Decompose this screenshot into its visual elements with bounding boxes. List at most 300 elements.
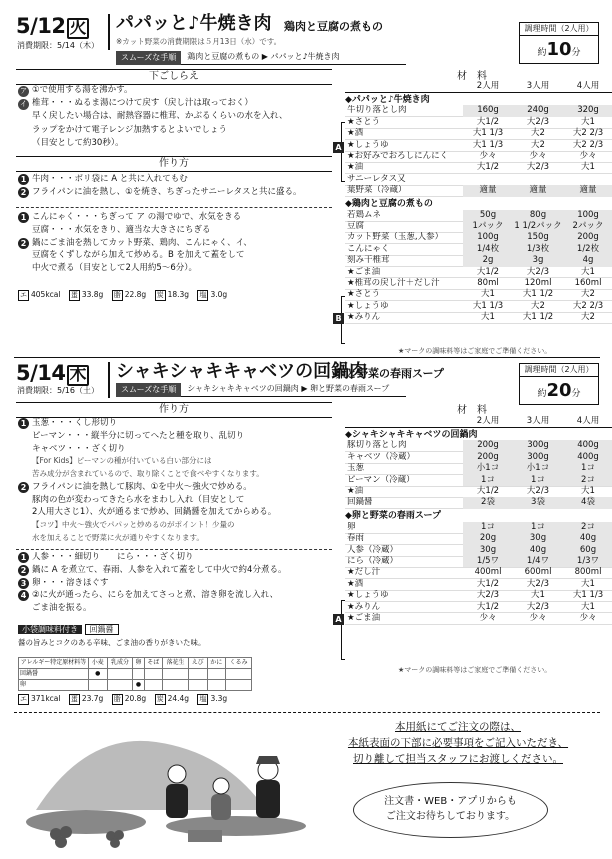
ingredient-row xyxy=(345,579,612,590)
ingredient-amount: 60g xyxy=(563,545,612,556)
ingredient-amount: 1コ xyxy=(463,522,513,533)
ingredient-amount: 大2 2/3 xyxy=(572,300,604,311)
ingredient-name: サニーレタス又 xyxy=(347,173,406,184)
step-number: 1 xyxy=(18,418,29,429)
ingredient-row xyxy=(345,163,612,174)
ingredient-row xyxy=(345,534,612,545)
menu1-title: パパッと♪牛焼き肉 xyxy=(116,13,272,34)
ingredient-amount: 4袋 xyxy=(563,497,612,508)
ingredient-amount: 大1 xyxy=(581,162,595,173)
ingredient-amount: 1/3ワ xyxy=(563,556,612,567)
step-line xyxy=(18,224,332,237)
step-line xyxy=(18,84,332,97)
ingredient-amount: 160g xyxy=(463,105,513,116)
ingredient-name: ★だし汁 xyxy=(347,567,381,578)
ingredient-amount: 大1 xyxy=(531,590,545,601)
allergy-header: アレルギー特定原材料等 xyxy=(19,658,89,669)
ingredient-amount: 大1 1/3 xyxy=(472,128,504,139)
menu1-steps-side xyxy=(18,211,332,275)
ingredient-amount: 3袋 xyxy=(513,497,563,508)
ingredient-amount: 1/4枚 xyxy=(463,244,513,255)
allergy-table xyxy=(18,657,252,691)
allergy-header: 落花生 xyxy=(163,658,189,669)
serving-column: 2人用 xyxy=(476,80,500,91)
ingredient-section: ◆鶏肉と豆腐の煮もの xyxy=(345,198,433,209)
ingredient-amount: 1/3枚 xyxy=(513,244,563,255)
ingredient-row xyxy=(345,475,612,486)
serving-column: 3人用 xyxy=(526,415,550,426)
ingredient-amount: 600ml xyxy=(524,567,552,578)
ingredient-amount: 20g xyxy=(463,533,513,544)
step-text: キャベツ・・・ざく切り xyxy=(32,443,126,454)
allergy-item: 回鍋醤 xyxy=(19,669,89,680)
step-number: 1 xyxy=(18,174,29,185)
step-number: 1 xyxy=(18,552,29,563)
ingredient-section: ◆シャキシャキキャベツの回鍋肉 xyxy=(345,429,478,440)
menu2-nutrition: エ 371kcal 蛋 23.7g 脂 20.8g 炭 24.4g 塩 3.3g xyxy=(20,694,228,703)
ingredient-name: にら（冷蔵） xyxy=(347,555,399,566)
step-line xyxy=(18,481,332,494)
allergy-mark xyxy=(226,680,252,691)
sauce-info: 小袋調味料付き 回鍋醤 醤の旨みとコクのある辛味、ごま油の香りがきいた味。 xyxy=(18,625,206,647)
allergy-mark xyxy=(188,680,207,691)
ingredient-amount: 200g xyxy=(463,440,513,451)
menu2-steps-side xyxy=(18,551,332,615)
ingredient-name: 豆腐 xyxy=(347,220,365,231)
step-text: 卵・・・溶きほぐす xyxy=(32,577,109,588)
ingredient-amount: 1コ xyxy=(463,475,513,486)
ingredient-amount: 大1 xyxy=(581,486,595,497)
menu1-expiry: 消費期限：5/14（木） xyxy=(17,41,99,50)
ingredient-amount: 大2/3 xyxy=(526,486,550,497)
ingredient-amount: 大1 xyxy=(581,116,595,127)
step-line xyxy=(18,532,332,545)
ingredient-row xyxy=(345,591,612,602)
ingredient-amount: 適量 xyxy=(513,185,563,196)
step-line xyxy=(18,137,332,150)
ingredient-amount: 適量 xyxy=(463,185,513,196)
serving-column: 4人用 xyxy=(576,415,600,426)
menu1-cook-time: 調理時間（2人用） 約10分 xyxy=(519,22,599,64)
step-number: 2 xyxy=(18,187,29,198)
ingredient-name: ★お好みでおろしにんにく xyxy=(347,151,449,162)
ingredient-amount: 大2 xyxy=(531,128,545,139)
ingredient-name: ★しょうゆ xyxy=(347,590,389,601)
ingredient-row xyxy=(345,613,612,624)
ingredient-amount: 大2 2/3 xyxy=(572,139,604,150)
ingredient-amount: 大2/3 xyxy=(526,162,550,173)
ingredient-name: ★みりん xyxy=(347,601,381,612)
allergy-mark xyxy=(107,680,133,691)
ingredients-header: 材 料 xyxy=(457,71,487,82)
ingredient-row xyxy=(345,568,612,579)
ingredient-amount: 200g xyxy=(563,232,612,243)
ingredient-amount: 大2/3 xyxy=(526,601,550,612)
step-text: 【コツ】中火～強火でパパッと炒めるのがポイント！少量の xyxy=(32,520,235,529)
step-line xyxy=(18,249,332,262)
menu1-veg-note: ※カット野菜の消費期限は５月13日（水）です。 xyxy=(116,37,282,46)
ingredient-name: 春雨 xyxy=(347,533,365,544)
step-text: 2人用大さじ1）、火が通るまで炒め、回鍋醤を加えてからめる。 xyxy=(32,507,277,518)
step-line xyxy=(18,506,332,519)
step-line xyxy=(18,97,332,110)
ingredient-amount: 240g xyxy=(513,105,563,116)
step-text: 豆腐・・・水気をきり、適当な大きさにちぎる xyxy=(32,224,211,235)
step-text: ピーマン・・・縦半分に切ってへたと種を取り、乱切り xyxy=(32,430,245,441)
step-number: 2 xyxy=(18,482,29,493)
ingredient-row xyxy=(345,290,612,301)
order-line xyxy=(316,736,600,752)
menu1-date: 5/12 火 xyxy=(16,16,89,39)
menu1-subtitle: 鶏肉と豆腐の煮もの xyxy=(284,20,383,33)
allergy-mark: ● xyxy=(89,669,108,680)
step-line xyxy=(18,443,332,456)
step-text: ごま油を振る。 xyxy=(32,603,92,613)
step-line xyxy=(18,173,332,186)
header-divider xyxy=(108,362,110,398)
step-number: 3 xyxy=(18,578,29,589)
ingredient-section: ◆卵と野菜の春雨スープ xyxy=(345,511,442,522)
menu1-ingredients xyxy=(345,81,612,324)
step-line xyxy=(18,262,332,275)
allergy-mark: ● xyxy=(133,680,144,691)
steps-header: 作り方 xyxy=(16,156,332,172)
ingredient-name: 豚切り落とし肉 xyxy=(347,440,407,451)
menu1-nutrition: エ 405kcal 蛋 33.8g 脂 22.8g 炭 18.3g 塩 3.0g xyxy=(20,290,228,299)
ingredient-name: ★さとう xyxy=(347,289,381,300)
ingredient-amount: 400g xyxy=(563,452,612,463)
ingredient-amount: 1 1/2パック xyxy=(514,220,562,231)
ingredient-amount: 少々 xyxy=(529,612,547,623)
step-text: （目安として約30秒）。 xyxy=(32,137,124,148)
menu2-cook-time: 調理時間（2人用） 約20分 xyxy=(519,363,599,405)
ingredient-name: 回鍋醤 xyxy=(347,497,373,508)
allergy-mark xyxy=(133,669,144,680)
ingredient-amount: 1コ xyxy=(513,475,563,486)
allergy-header: くるみ xyxy=(226,658,252,669)
section-divider xyxy=(14,357,600,358)
ingredient-amount: 少々 xyxy=(529,151,547,162)
step-line xyxy=(18,602,332,615)
ingredient-name: カット野菜（玉葱,人参） xyxy=(347,232,444,243)
order-line xyxy=(316,752,600,768)
step-text: 早く戻したい場合は、耐熱容器に椎茸、かぶるくらいの水を入れ、 xyxy=(32,111,288,122)
ingredient-amount: 小1コ xyxy=(513,463,563,474)
cut-line xyxy=(14,712,600,713)
step-text: 鍋に A を煮立て、春雨、人参を入れて蓋をして中火で約4分煮る。 xyxy=(32,564,287,575)
bracket-a xyxy=(341,600,345,660)
step-text: 牛肉・・・ボリ袋に A と共に入れてもむ xyxy=(32,174,188,184)
step-line xyxy=(18,564,332,577)
ingredient-row xyxy=(345,129,612,140)
step-text: 【For Kids】ピーマンの種が付いている白い部分には xyxy=(32,456,212,466)
ingredient-amount: 1/2枚 xyxy=(563,244,612,255)
steps-header: 作り方 xyxy=(16,402,332,418)
ingredient-row xyxy=(345,244,612,255)
allergy-mark xyxy=(163,669,189,680)
ingredient-row xyxy=(345,256,612,267)
step-text: ①で使用する湯を沸かす。 xyxy=(32,85,133,95)
ingredient-amount: 3g xyxy=(513,255,563,266)
step-text: 椎茸・・・ぬるま湯につけて戻す（戻し汁は取っておく） xyxy=(32,98,253,109)
ingredient-columns xyxy=(345,81,612,93)
step-number: 1 xyxy=(18,212,29,223)
ingredient-amount: 30g xyxy=(513,533,563,544)
ingredient-row xyxy=(345,140,612,151)
ingredient-amount: 50g xyxy=(463,210,513,221)
ingredient-row xyxy=(345,301,612,312)
allergy-mark xyxy=(107,669,133,680)
marker-b: B xyxy=(333,313,344,324)
ingredient-amount: 1コ xyxy=(513,522,563,533)
ingredient-row xyxy=(345,522,612,533)
ingredient-amount: 大1 xyxy=(581,578,595,589)
ingredient-amount: 大1 xyxy=(581,601,595,612)
ingredient-name: ★椎茸の戻し汁＋だし汁 xyxy=(347,277,440,288)
step-number: 4 xyxy=(18,590,29,601)
ingredient-amount: 1/4ワ xyxy=(513,556,563,567)
menu2-title: シャキシャキキャベツの回鍋肉 xyxy=(116,361,368,382)
ingredient-row xyxy=(345,498,612,509)
ingredient-amount: 大2/3 xyxy=(526,116,550,127)
step-line xyxy=(18,551,332,564)
prep-mark: ア xyxy=(20,87,27,95)
allergy-mark xyxy=(188,669,207,680)
ingredient-amount: 大2 xyxy=(581,289,595,300)
allergy-header: かに xyxy=(207,658,226,669)
step-text: 鍋にごま油を熱してカット野菜、鶏肉、こんにゃく、イ、 xyxy=(32,237,252,248)
menu2-subtitle: 卵と野菜の春雨スープ xyxy=(335,367,444,380)
ingredient-amount: 160ml xyxy=(574,277,602,288)
ingredient-name: こんにゃく xyxy=(347,243,390,254)
ingredient-row xyxy=(345,441,612,452)
ingredient-name: ★みりん xyxy=(347,312,381,323)
step-text: ②に火が通ったら、にらを加えてさっと煮、溶き卵を流し入れ、 xyxy=(32,590,279,601)
menu2-smooth-steps: スムーズな手順 シャキシャキキャベツの回鍋肉 ▶ 卵と野菜の春雨スープ xyxy=(116,383,406,397)
step-line xyxy=(18,211,332,224)
step-number: 2 xyxy=(18,238,29,249)
step-line xyxy=(18,417,332,430)
ingredient-amount: 400g xyxy=(563,440,612,451)
menu2-steps-main xyxy=(18,417,332,545)
bubble-line: 注文書・WEB・アプリからも xyxy=(384,796,517,807)
ingredient-amount: 80g xyxy=(513,210,563,221)
ingredient-amount: 4g xyxy=(563,255,612,266)
ingredient-name: 牛切り落とし肉 xyxy=(347,105,407,116)
family-picnic-illustration xyxy=(16,722,316,850)
step-text: 豆腐をくずしながら加えて炒める。B を加えて蓋をして xyxy=(32,250,245,261)
ingredient-amount: 大1 xyxy=(481,312,495,323)
ingredient-name: ★さとう xyxy=(347,116,381,127)
step-text: 苦み成分が含まれているので、取り除くことで食べやすくなります。 xyxy=(32,469,264,478)
ingredient-amount: 大1/2 xyxy=(476,116,500,127)
ingredient-amount: 大1 1/2 xyxy=(522,312,554,323)
prep-mark: イ xyxy=(20,100,27,109)
ingredient-amount: 大1 xyxy=(581,266,595,277)
ingredient-amount: 大1 1/2 xyxy=(522,289,554,300)
ingredient-amount: 320g xyxy=(563,105,612,116)
ingredient-amount: 大1/2 xyxy=(476,578,500,589)
ingredient-amount: 少々 xyxy=(479,612,497,623)
ingredient-columns xyxy=(345,416,612,428)
step-line xyxy=(18,237,332,250)
ingredient-amount: 2パック xyxy=(563,221,612,232)
menu1-smooth-steps: スムーズな手順 鶏肉と豆腐の煮もの ▶ パパッと♪牛焼き肉 xyxy=(116,51,406,65)
step-line xyxy=(18,519,332,532)
ingredient-amount: 800ml xyxy=(574,567,602,578)
ingredient-amount: 少々 xyxy=(479,151,497,162)
step-text: 中火で煮る（目安として2人用約5～6分）。 xyxy=(32,263,197,273)
ingredient-amount: 400ml xyxy=(474,567,502,578)
ingredient-name: ★酒 xyxy=(347,128,364,139)
ingredient-name: 刻み干椎茸 xyxy=(347,255,390,266)
step-line xyxy=(18,124,332,137)
ingredient-row xyxy=(345,186,612,197)
allergy-mark xyxy=(226,669,252,680)
serving-column: 3人用 xyxy=(526,80,550,91)
allergy-header: そば xyxy=(144,658,163,669)
ingredient-amount: 大2/3 xyxy=(526,578,550,589)
ingredient-row xyxy=(345,278,612,289)
menu2-ingredients xyxy=(345,416,612,625)
ingredient-name: ★ごま油 xyxy=(347,266,381,277)
ingredient-amount: 40g xyxy=(563,533,612,544)
ingredient-row xyxy=(345,222,612,233)
ingredient-amount: 大1/2 xyxy=(476,266,500,277)
ingredient-amount: 1/5ワ xyxy=(463,556,513,567)
step-text: 水を加えることで野菜に火が通りやすくなります。 xyxy=(32,532,204,542)
ingredient-amount: 100g xyxy=(563,210,612,221)
ingredient-amount: 2g xyxy=(463,255,513,266)
ingredient-amount: 大2/3 xyxy=(526,266,550,277)
step-line xyxy=(18,589,332,602)
allergy-mark xyxy=(144,669,163,680)
step-line xyxy=(18,468,332,481)
ingredient-name: ★しょうゆ xyxy=(347,139,389,150)
step-text: フライパンに油を熱し、①を焼き、ちぎったサニーレタスと共に盛る。 xyxy=(32,186,302,197)
step-line xyxy=(18,494,332,507)
order-text: 本用紙にてご注文の際は、 xyxy=(395,721,521,733)
ingredient-amount: 少々 xyxy=(579,151,597,162)
menu2-date: 5/14 木 xyxy=(16,363,89,386)
ingredient-amount: 大1 1/3 xyxy=(472,300,504,311)
menu2-mark-note: ★マークの調味料等はご家庭でご準備ください。 xyxy=(398,666,552,674)
allergy-mark xyxy=(207,680,226,691)
step-line xyxy=(18,186,332,199)
menu1-steps-main xyxy=(18,173,332,199)
order-line xyxy=(316,720,600,736)
allergy-mark xyxy=(89,680,108,691)
menu2-expiry: 消費期限：5/16（土） xyxy=(17,386,99,395)
ingredient-name: ★ごま油 xyxy=(347,612,381,623)
ingredient-amount: 大2 xyxy=(581,312,595,323)
prep-header: 下ごしらえ xyxy=(16,69,332,85)
divider xyxy=(16,549,332,550)
prep-list xyxy=(18,84,332,150)
allergy-header: 乳成分 xyxy=(107,658,133,669)
ingredient-name: ★しょうゆ xyxy=(347,300,389,311)
ingredient-name: ピーマン（冷蔵） xyxy=(347,474,415,485)
ingredient-amount: 1コ xyxy=(563,463,612,474)
ingredient-amount: 大2 xyxy=(531,300,545,311)
step-line xyxy=(18,577,332,590)
ingredient-amount: 大2 2/3 xyxy=(572,128,604,139)
ingredient-name: ★油 xyxy=(347,162,364,173)
marker-a: A xyxy=(333,614,344,625)
step-text: フライパンに油を熱して豚肉、①を中火～強火で炒める。 xyxy=(32,481,252,492)
ingredient-amount: 2袋 xyxy=(463,497,513,508)
allergy-header: 卵 xyxy=(133,658,144,669)
step-text: 玉葱・・・くし形切り xyxy=(32,418,118,428)
ingredient-name: ★酒 xyxy=(347,578,364,589)
step-text: ラップをかけて電子レンジ加熱するとよいでしょう xyxy=(32,124,227,135)
ingredient-amount: 40g xyxy=(513,545,563,556)
ingredient-name: 玉葱 xyxy=(347,463,365,474)
ingredient-row xyxy=(345,602,612,613)
ingredient-amount: 2コ xyxy=(563,522,612,533)
ingredient-amount: 大1/2 xyxy=(476,601,500,612)
ingredient-amount: 大1 1/3 xyxy=(572,590,604,601)
step-line xyxy=(18,110,332,123)
ingredient-amount: 80ml xyxy=(477,277,499,288)
ingredient-amount: 100g xyxy=(463,232,513,243)
ingredient-name: ★油 xyxy=(347,486,364,497)
ingredient-amount: 大1 1/3 xyxy=(472,139,504,150)
ingredient-amount: 大1/2 xyxy=(476,162,500,173)
ingredient-amount: 小1コ xyxy=(463,463,513,474)
allergy-header: えび xyxy=(188,658,207,669)
ingredient-name: 卵 xyxy=(347,521,356,532)
allergy-mark xyxy=(207,669,226,680)
ingredient-row xyxy=(345,210,612,221)
allergy-mark xyxy=(163,680,189,691)
bubble-line: ご注文お待ちしております。 xyxy=(385,810,516,822)
order-instructions xyxy=(316,720,600,767)
step-line xyxy=(18,455,332,468)
ingredient-row xyxy=(345,464,612,475)
step-line xyxy=(18,430,332,443)
step-text: 人参・・・細切り にら・・・ざく切り xyxy=(32,552,194,562)
serving-column: 4人用 xyxy=(576,80,600,91)
order-bubble xyxy=(353,782,548,838)
ingredient-name: 葉野菜（冷蔵） xyxy=(347,185,407,196)
allergy-header: 小麦 xyxy=(89,658,108,669)
ingredient-name: 人参（冷蔵） xyxy=(347,544,399,555)
step-number: 2 xyxy=(18,565,29,576)
ingredient-amount: 300g xyxy=(513,452,563,463)
allergy-item: 卵 xyxy=(19,680,89,691)
ingredient-row xyxy=(345,557,612,568)
marker-a: A xyxy=(333,142,344,153)
order-text: 本紙表面の下部に必要事項をご記入いただき、 xyxy=(347,736,569,749)
ingredient-amount: 大1 xyxy=(481,289,495,300)
ingredient-amount: 適量 xyxy=(563,185,612,196)
step-text: こんにゃく・・・ちぎって ア の湯でゆで、水気をきる xyxy=(32,212,242,222)
ingredient-row xyxy=(345,267,612,278)
ingredient-amount: 200g xyxy=(463,452,513,463)
ingredient-amount: 30g xyxy=(463,545,513,556)
header-divider xyxy=(108,14,110,50)
ingredient-amount: 120ml xyxy=(524,277,552,288)
ingredient-name: 若鶏ムネ xyxy=(347,209,382,220)
ingredient-row xyxy=(345,487,612,498)
ingredient-amount: 少々 xyxy=(579,612,597,623)
ingredient-amount: 300g xyxy=(513,440,563,451)
ingredient-row xyxy=(345,313,612,324)
ingredients-header: 材 料 xyxy=(457,405,487,416)
serving-column: 2人用 xyxy=(476,415,500,426)
ingredient-row xyxy=(345,233,612,244)
